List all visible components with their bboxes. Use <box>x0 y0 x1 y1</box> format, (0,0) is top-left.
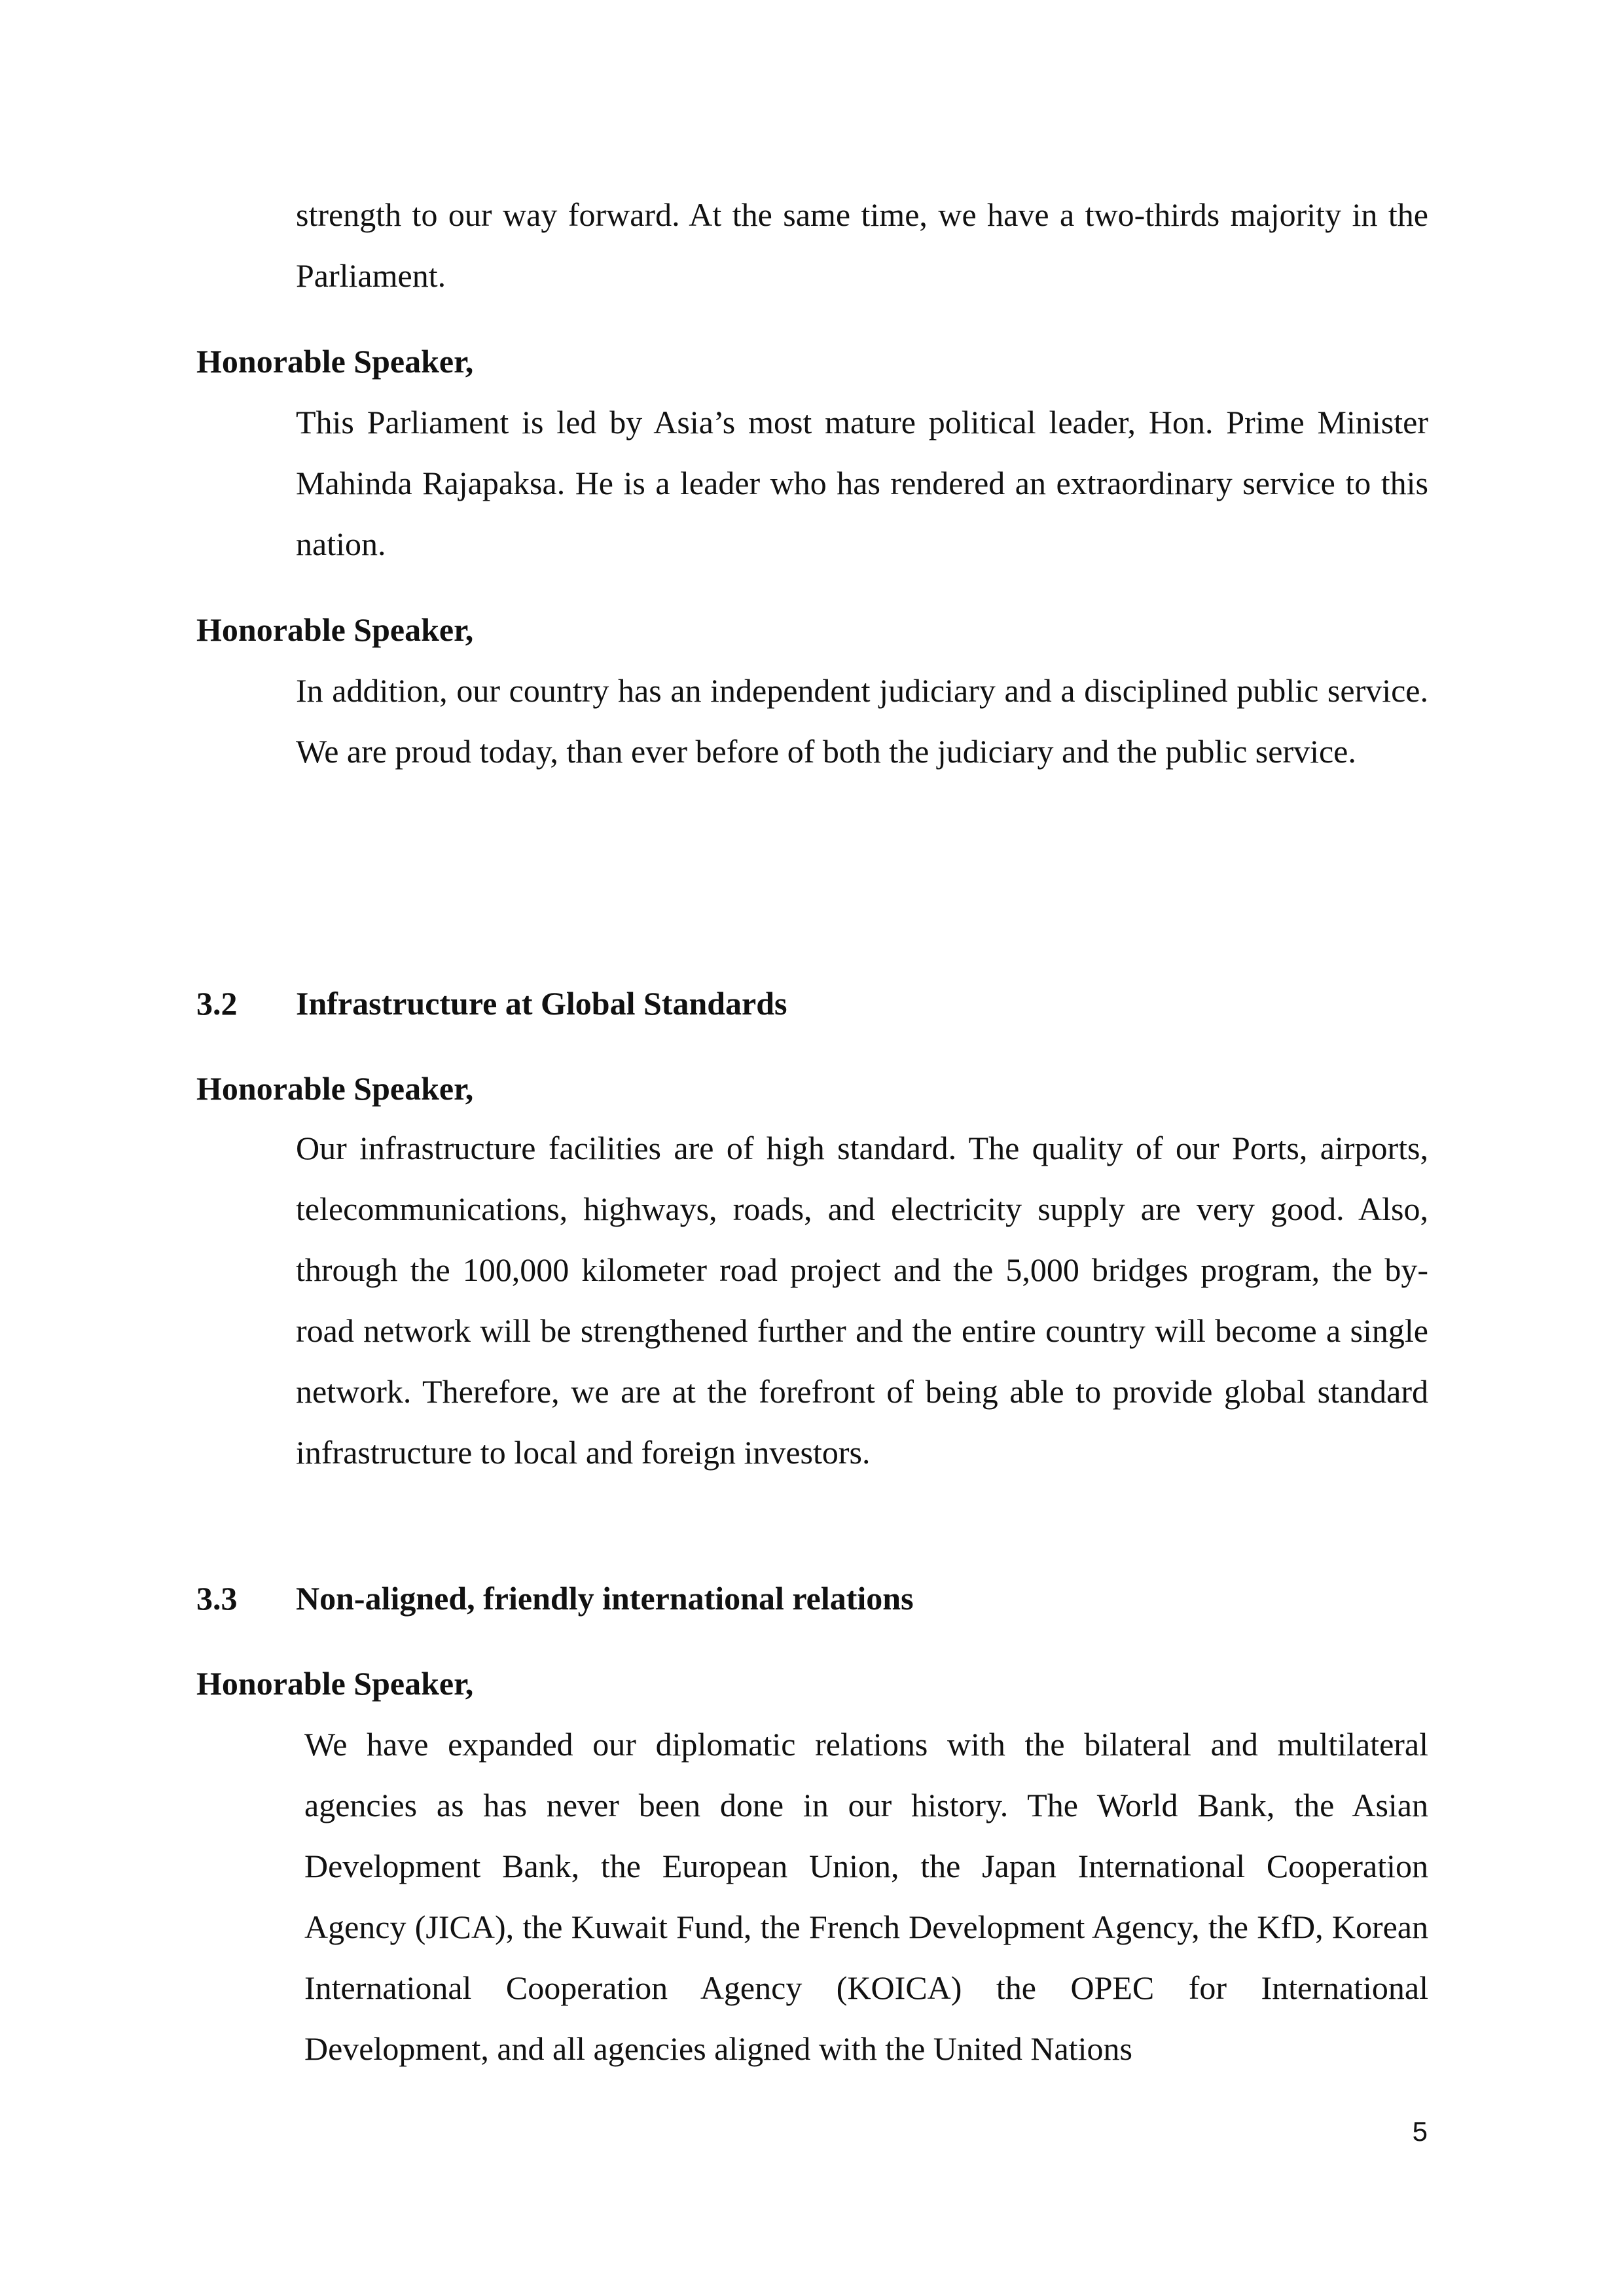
section-heading-3-3 <box>196 1579 914 1618</box>
paragraph-international-relations: We have expanded our diplomatic relations with the bilateral and multilateral agencies as has never been done in our history. The World Bank, the Asian Development Bank, the European Union, the Japan International Cooperation Agency (JICA), the Kuwait Fund, the French Development Agency, the KfD, Korean International Cooperation Agency (KOICA) the OPEC for International Development, and all agencies aligned with the United Nations <box>304 1726 1428 2067</box>
paragraph-judiciary: In addition, our country has an independent judiciary and a disciplined public service. We are proud today, than ever before of both the judiciary and the public service. <box>296 672 1428 770</box>
speaker-salutation: Honorable Speaker, <box>196 343 474 380</box>
section-title: Infrastructure at Global Standards <box>296 985 787 1022</box>
speaker-salutation: Honorable Speaker, <box>196 1665 474 1702</box>
section-title: Non-aligned, friendly international relations <box>296 1580 914 1617</box>
page-number: 5 <box>1412 2116 1428 2147</box>
paragraph-infrastructure: Our infrastructure facilities are of high standard. The quality of our Ports, airports, telecommunications, highways, roads, and electricity supply are very good. Also, through the 100,000 kilometer road project and the 5,000 bridges program, the by-road network will be strengthened further and the entire country will become a single network. Therefore, we are at the forefront of being able to provide global standard infrastructure to local and foreign investors. <box>296 1130 1428 1471</box>
section-heading-3-2 <box>196 984 787 1023</box>
speaker-salutation: Honorable Speaker, <box>196 1070 474 1107</box>
paragraph-parliament-leader: This Parliament is led by Asia’s most mature political leader, Hon. Prime Minister Mahinda Rajapaksa. He is a leader who has rendered an extraordinary service to this nation. <box>296 404 1428 562</box>
paragraph-majority: strength to our way forward. At the same time, we have a two-thirds majority in the Parliament. <box>296 196 1428 294</box>
section-number: 3.3 <box>196 1580 238 1617</box>
speaker-salutation: Honorable Speaker, <box>196 611 474 648</box>
section-number: 3.2 <box>196 985 238 1022</box>
